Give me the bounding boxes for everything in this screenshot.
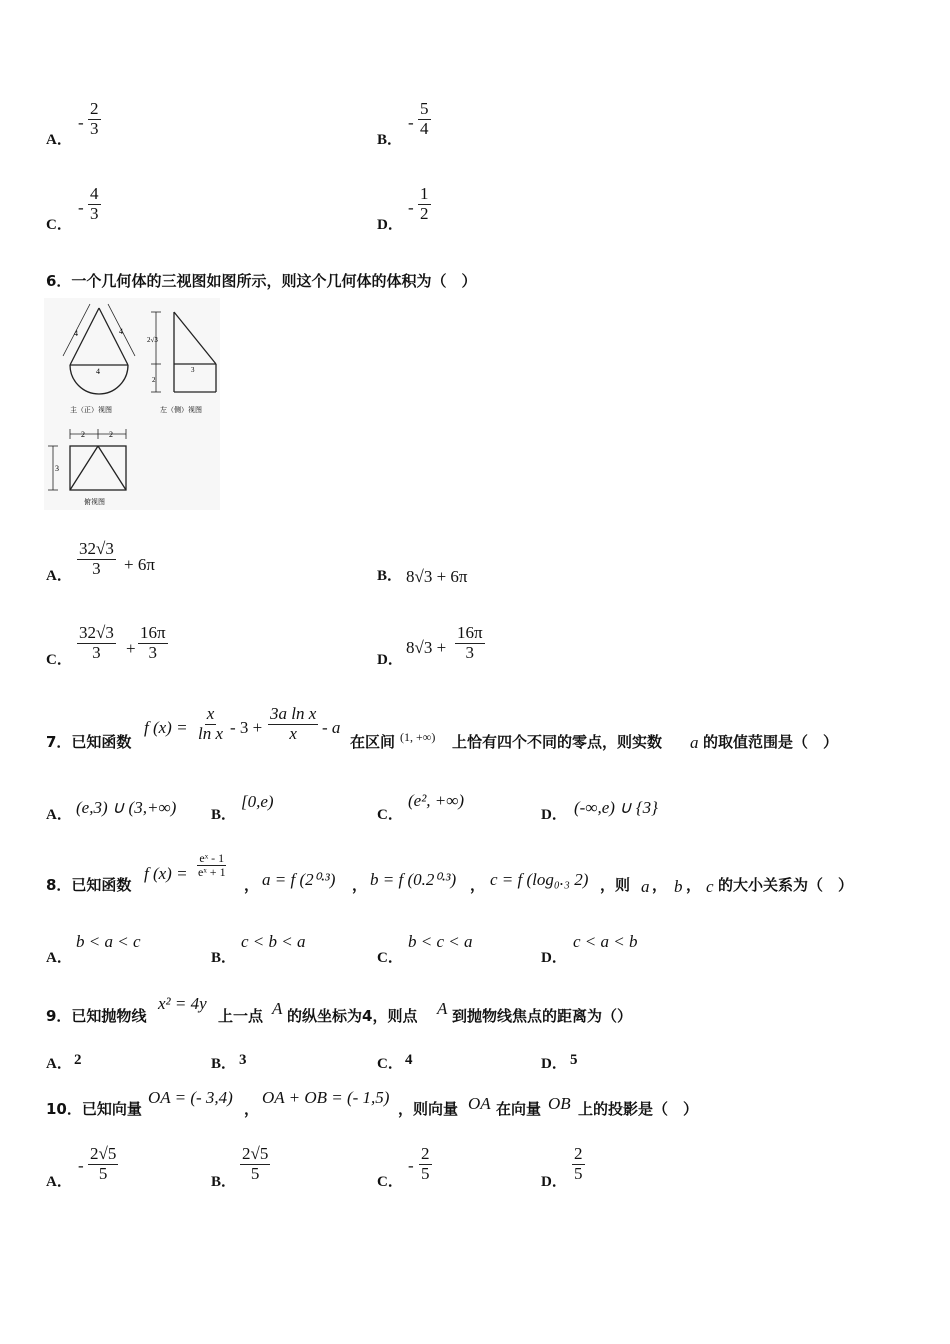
separator: ， [470, 876, 486, 894]
stem-text: 10．已知向量 [46, 1100, 142, 1118]
fraction: $\frac{32√3}{3}$ [79, 623, 114, 662]
edge-label: 4 [74, 329, 78, 338]
math-expr: 8√3 + 6π [406, 567, 468, 586]
fraction: $\frac{16\pi}{3}$ [140, 623, 166, 662]
stem-text: 在区间 [350, 733, 396, 751]
math-expr: (e,3) ∪ (3,+∞) [76, 798, 177, 817]
option-label: B． [211, 950, 237, 966]
height-label: 2 [152, 376, 156, 384]
math-expr: b < a < c [76, 932, 141, 951]
math-expr: (e², +∞) [408, 791, 465, 810]
option-label: C． [46, 652, 72, 668]
fraction: $\frac{1}{2}$ [420, 184, 429, 223]
width-label: 2 [81, 430, 85, 439]
fraction: $\frac{2}{5}$ [574, 1144, 583, 1183]
option-label: A． [46, 807, 72, 823]
stem-text: 到抛物线焦点的距离为（） [452, 1007, 633, 1025]
fraction: $\frac{16\pi}{3}$ [457, 623, 483, 662]
minus-sign: - [408, 198, 414, 217]
option-label: D． [377, 652, 403, 668]
math-var: a [690, 733, 699, 752]
math-var: OB [548, 1094, 571, 1113]
option-label: B． [211, 1056, 237, 1072]
separator: ， [686, 876, 702, 894]
math-expr: + 6π [124, 555, 155, 574]
fraction: $\frac{5}{4}$ [420, 99, 429, 138]
minus-sign: - [408, 113, 414, 132]
math-expr: (-∞,e) ∪ {3} [574, 798, 658, 817]
math-var: A [437, 999, 448, 1018]
stem-text: 8．已知函数 [46, 876, 132, 894]
option-label: A． [46, 132, 72, 148]
option-label: D． [377, 217, 403, 233]
option-label: A． [46, 568, 72, 584]
stem-text: 9．已知抛物线 [46, 1007, 147, 1025]
math-expr: - 3 + [230, 718, 263, 737]
math-expr: x² = 4y [158, 994, 207, 1013]
option-label: C． [377, 807, 403, 823]
stem-text: ，则 [600, 876, 631, 894]
plus-sign: + [126, 639, 136, 658]
diameter-label: 4 [96, 367, 100, 376]
front-caption: 主（正）视图 [70, 406, 112, 414]
option-label: A． [46, 950, 72, 966]
separator: ， [652, 876, 668, 894]
fraction: $\frac{\text{3a ln x}}{x}$ [270, 704, 317, 743]
minus-sign: - [78, 198, 84, 217]
option-value: 5 [570, 1052, 578, 1068]
separator: ， [244, 1100, 260, 1118]
stem-text: 上恰有四个不同的零点，则实数 [452, 733, 663, 751]
option-label: A． [46, 1174, 72, 1190]
q6-stem: 6．一个几何体的三视图如图所示，则这个几何体的体积为（ ） [46, 272, 477, 290]
stem-text: 的取值范围是（ ） [703, 733, 839, 751]
minus-sign: - [78, 1156, 84, 1175]
fraction: $\frac{\text{eˣ - 1}}{\text{eˣ + 1}}$ [198, 851, 226, 880]
option-label: B． [377, 568, 403, 584]
option-label: C． [46, 217, 72, 233]
math-expr: c < a < b [573, 932, 638, 951]
minus-sign: - [408, 1156, 414, 1175]
three-view-figure [44, 298, 220, 510]
separator: ， [244, 876, 260, 894]
fraction: $\frac{2}{5}$ [421, 1144, 430, 1183]
math-var: A [272, 999, 283, 1018]
math-expr: f (x) = [144, 718, 188, 737]
stem-text: 7．已知函数 [46, 733, 132, 751]
option-label: A． [46, 1056, 72, 1072]
stem-text: ，则向量 [398, 1100, 459, 1118]
edge-label: 4 [119, 327, 123, 336]
option-value: 2 [74, 1052, 82, 1068]
fraction: $\frac{32√3}{3}$ [79, 539, 114, 578]
math-var: a [641, 877, 650, 896]
side-caption: 左（侧）视图 [160, 406, 202, 414]
option-label: B． [211, 1174, 237, 1190]
separator: ， [352, 876, 368, 894]
math-expr: (1, +∞) [400, 730, 436, 744]
option-label: B． [211, 807, 237, 823]
option-label: C． [377, 1056, 403, 1072]
stem-text: 上的投影是（ ） [578, 1100, 699, 1118]
math-expr: c < b < a [241, 932, 306, 951]
option-label: D． [541, 807, 567, 823]
math-expr: OA = (- 3,4) [148, 1088, 233, 1107]
stem-text: 的大小关系为（ ） [718, 876, 854, 894]
math-expr: OA + OB = (- 1,5) [262, 1088, 390, 1107]
math-var: OA [468, 1094, 491, 1113]
math-expr: b = f (0.2⁰·³) [370, 870, 457, 889]
fraction: $\frac{2√5}{5}$ [242, 1144, 269, 1183]
option-label: C． [377, 1174, 403, 1190]
fraction: $\frac{x}{\text{ln x}}$ [198, 704, 224, 743]
option-value: 4 [405, 1052, 413, 1068]
minus-sign: - [78, 113, 84, 132]
math-expr: 8√3 + [406, 638, 447, 657]
math-expr: b < c < a [408, 932, 473, 951]
stem-text: 上一点 [218, 1007, 264, 1025]
fraction: $\frac{4}{3}$ [90, 184, 99, 223]
math-var: b [674, 877, 683, 896]
base-label: 3 [191, 366, 195, 374]
math-expr: a = f (2⁰·³) [262, 870, 336, 889]
option-label: D． [541, 1056, 567, 1072]
option-label: C． [377, 950, 403, 966]
math-expr: [0,e) [241, 792, 274, 811]
fraction: $\frac{2}{3}$ [90, 99, 99, 138]
depth-label: 3 [55, 464, 59, 473]
option-value: 3 [239, 1052, 247, 1068]
option-label: D． [541, 950, 567, 966]
option-label: D． [541, 1174, 567, 1190]
math-var: c [706, 877, 714, 896]
top-caption: 俯视图 [84, 498, 105, 506]
option-label: B． [377, 132, 403, 148]
width-label: 2 [109, 430, 113, 439]
stem-text: 的纵坐标为4，则点 [287, 1007, 418, 1025]
math-expr: f (x) = [144, 864, 188, 883]
math-expr: - a [322, 718, 341, 737]
stem-text: 在向量 [496, 1100, 542, 1118]
height-label: 2√3 [147, 336, 158, 344]
fraction: $\frac{2√5}{5}$ [90, 1144, 117, 1183]
math-expr: c = f (log₀.₃ 2) [490, 870, 589, 889]
